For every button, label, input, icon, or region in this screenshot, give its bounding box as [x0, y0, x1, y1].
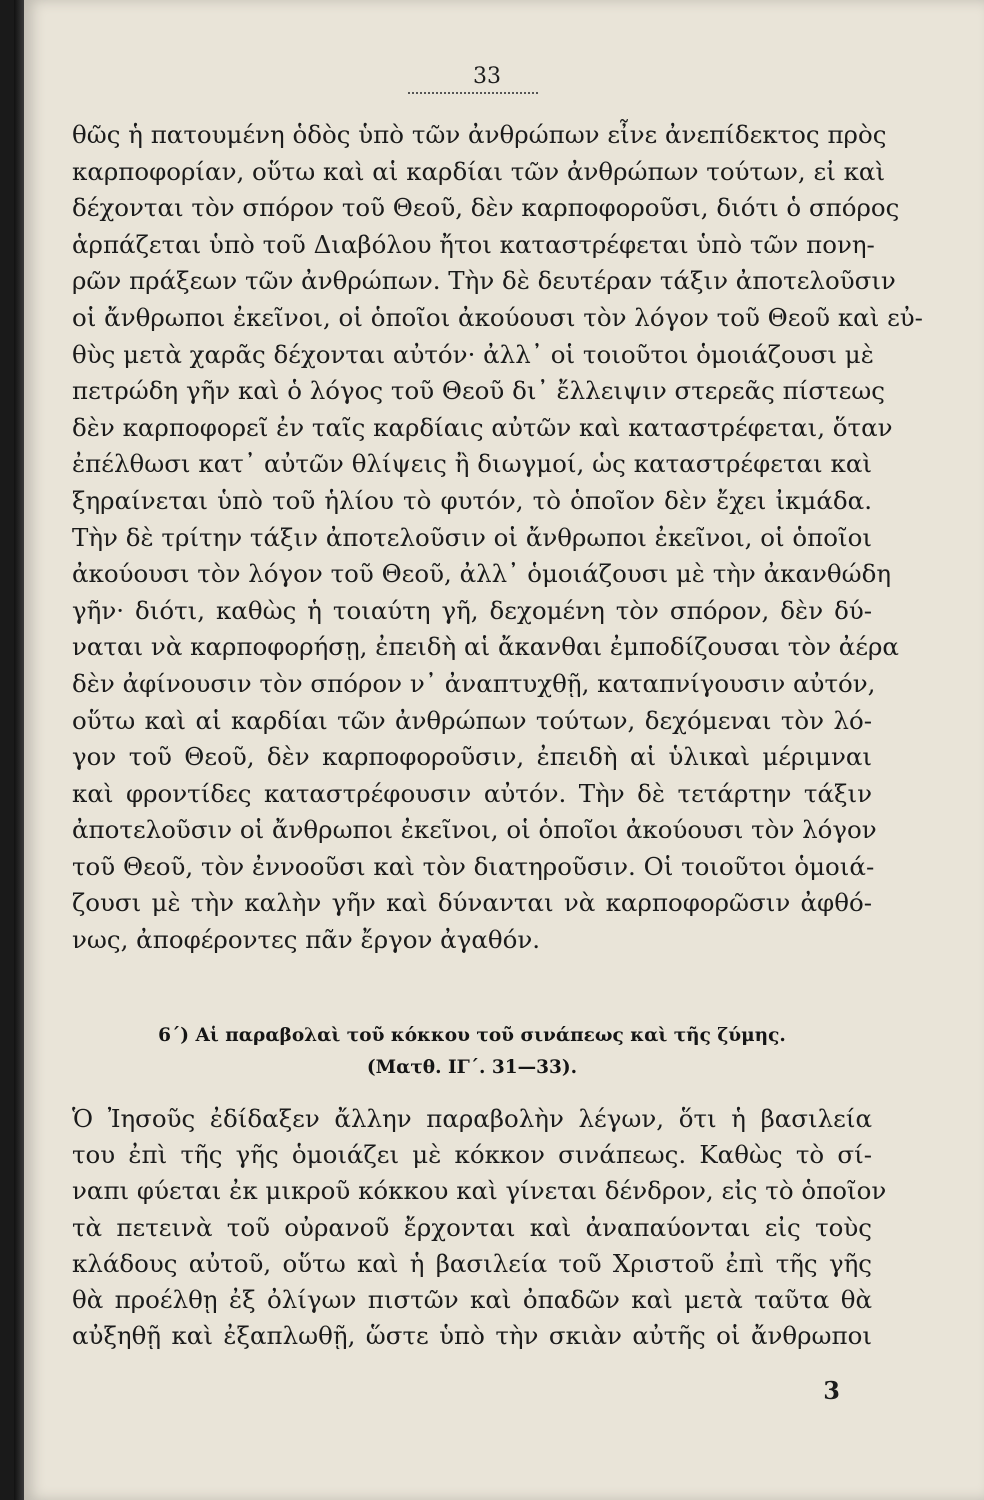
- page-number: 33: [473, 64, 501, 89]
- text-line: οὕτω καὶ αἱ καρδίαι τῶν ἀνθρώπων τούτων, δεχόμεναι τὸν λό-: [72, 705, 872, 735]
- text-line: ναται νὰ καρποφορήσῃ, ἐπειδὴ αἱ ἄκανθαι ἐμποδίζουσαι τὸν ἀέρα: [72, 632, 899, 662]
- section-heading: [72, 1020, 872, 1084]
- text-line: ἁρπάζεται ὑπὸ τοῦ Διαβόλου ἤτοι καταστρέφεται ὑπὸ τῶν πονη-: [72, 229, 875, 259]
- text-line: Τὴν δὲ τρίτην τάξιν ἀποτελοῦσιν οἱ ἄνθρωποι ἐκεῖνοι, οἱ ὁποῖοι: [72, 522, 872, 552]
- text-line: δὲν καρποφορεῖ ἐν ταῖς καρδίαις αὐτῶν καὶ καταστρέφεται, ὅταν: [72, 412, 893, 442]
- text-line: του ἐπὶ τῆς γῆς ὁμοιάζει μὲ κόκκον σινάπεως. Καθὼς τὸ σί-: [72, 1140, 872, 1170]
- header-rule: [408, 92, 538, 94]
- text-line: δέχονται τὸν σπόρον τοῦ Θεοῦ, δὲν καρποφοροῦσι, διότι ὁ σπόρος: [72, 193, 900, 223]
- text-line: νως, ἀποφέροντες πᾶν ἔργον ἀγαθόν.: [72, 925, 541, 955]
- text-line: Ὁ Ἰησοῦς ἐδίδαξεν ἄλλην παραβολὴν λέγων, ὅτι ἡ βασιλεία: [72, 1104, 872, 1133]
- text-line: τὰ πετεινὰ τοῦ οὐρανοῦ ἔρχονται καὶ ἀναπαύονται εἰς τοὺς: [72, 1212, 872, 1242]
- text-line: ἀποτελοῦσιν οἱ ἄνθρωποι ἐκεῖνοι, οἱ ὁποῖοι ἀκούουσι τὸν λόγον: [72, 815, 877, 845]
- signature-mark: 3: [823, 1376, 840, 1405]
- text-line: θὺς μετὰ χαρᾶς δέχονται αὐτόν· ἀλλ᾽ οἱ τοιοῦτοι ὁμοιάζουσι μὲ: [72, 339, 874, 369]
- text-line: καρποφορίαν, οὕτω καὶ αἱ καρδίαι τῶν ἀνθρώπων τούτων, εἰ καὶ: [72, 156, 886, 186]
- paragraph-1: [72, 117, 923, 959]
- text-line: ἐπέλθωσι κατ᾽ αὐτῶν θλίψεις ἢ διωγμοί, ὡς καταστρέφεται καὶ: [72, 449, 872, 479]
- text-line: ρῶν πράξεων τῶν ἀνθρώπων. Τὴν δὲ δευτέραν τάξιν ἀποτελοῦσιν: [72, 266, 896, 296]
- text-line: ξηραίνεται ὑπὸ τοῦ ἡλίου τὸ φυτόν, τὸ ὁποῖον δὲν ἔχει ἰκμάδα.: [72, 485, 872, 515]
- section-reference: (Ματθ. ΙΓ΄. 31—33).: [366, 1057, 578, 1078]
- text-line: πετρώδη γῆν καὶ ὁ λόγος τοῦ Θεοῦ δι᾽ ἔλλειψιν στερεᾶς πίστεως: [72, 376, 886, 406]
- text-line: ἀκούουσι τὸν λόγον τοῦ Θεοῦ, ἀλλ᾽ ὁμοιάζουσι μὲ τὴν ἀκανθώδη: [72, 559, 892, 589]
- paragraph-2: [72, 1101, 887, 1354]
- text-line: αὐξηθῇ καὶ ἐξαπλωθῇ, ὥστε ὑπὸ τὴν σκιὰν αὐτῆς οἱ ἄνθρωποι: [72, 1321, 872, 1351]
- text-line: δὲν ἀφίνουσιν τὸν σπόρον ν᾽ ἀναπτυχθῇ, καταπνίγουσιν αὐτόν,: [72, 668, 876, 698]
- text-line: καὶ φροντίδες καταστρέφουσιν αὐτόν. Τὴν δὲ τετάρτην τάξιν: [72, 778, 872, 808]
- text-line: τοῦ Θεοῦ, τὸν ἐννοοῦσι καὶ τὸν διατηροῦσιν. Οἱ τοιοῦτοι ὁμοιά-: [72, 851, 875, 881]
- text-line: γον τοῦ Θεοῦ, δὲν καρποφοροῦσιν, ἐπειδὴ αἱ ὑλικαὶ μέριμναι: [72, 742, 872, 772]
- section-title: 6΄) Αἱ παραβολαὶ τοῦ κόκκου τοῦ σινάπεως καὶ τῆς ζύμης.: [158, 1025, 786, 1046]
- book-binding-edge: [14, 0, 24, 1500]
- text-line: γῆν· διότι, καθὼς ἡ τοιαύτη γῆ, δεχομένη τὸν σπόρον, δὲν δύ-: [72, 595, 872, 625]
- text-line: θὰ προέλθῃ ἐξ ὀλίγων πιστῶν καὶ ὀπαδῶν καὶ μετὰ ταῦτα θὰ: [72, 1285, 872, 1315]
- text-line: ναπι φύεται ἐκ μικροῦ κόκκου καὶ γίνεται δένδρον, εἰς τὸ ὁποῖον: [72, 1176, 887, 1206]
- text-line: κλάδους αὐτοῦ, οὕτω καὶ ἡ βασιλεία τοῦ Χριστοῦ ἐπὶ τῆς γῆς: [72, 1248, 872, 1278]
- text-line: ζουσι μὲ τὴν καλὴν γῆν καὶ δύνανται νὰ καρποφορῶσιν ἀφθό-: [72, 888, 872, 918]
- text-line: οἱ ἄνθρωποι ἐκεῖνοι, οἱ ὁποῖοι ἀκούουσι τὸν λόγον τοῦ Θεοῦ καὶ εὐ-: [72, 302, 923, 332]
- text-line: θῶς ἡ πατουμένη ὁδὸς ὑπὸ τῶν ἀνθρώπων εἶνε ἀνεπίδεκτος πρὸς: [72, 120, 887, 149]
